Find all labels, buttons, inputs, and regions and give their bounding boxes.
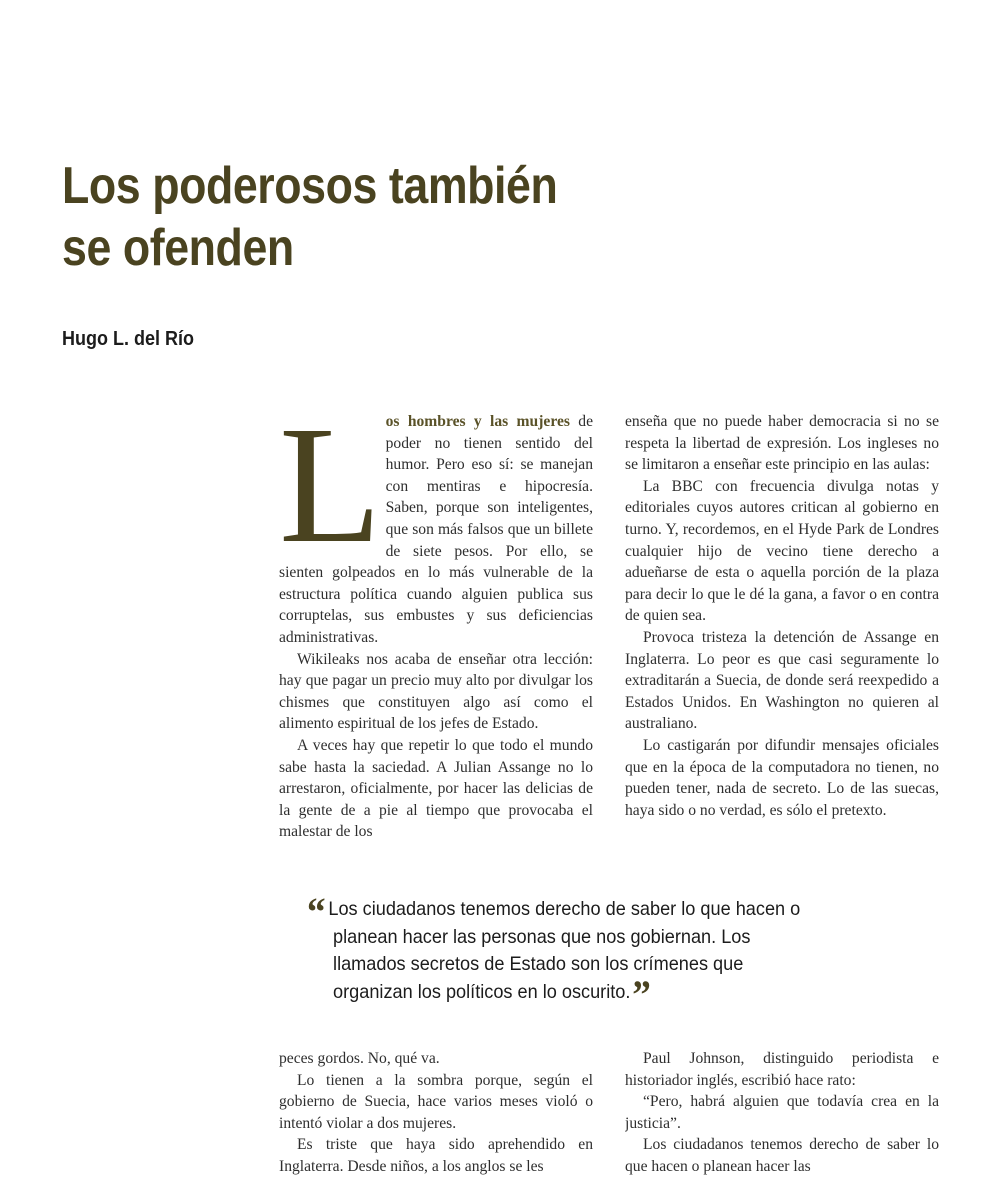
body-column-4 <box>625 1048 939 1190</box>
paragraph: Wikileaks nos acaba de enseñar otra lección: hay que pagar un precio muy alto por divulgar los chismes que constituyen algo así como el alimento espiritual de los jefes de Estado. <box>279 650 593 733</box>
paragraph: enseña que no puede haber democracia si no se respeta la libertad de expresión. Los ingleses no se limitaron a enseñar este principio en las aulas: <box>625 413 939 474</box>
body-column-2 <box>625 411 939 866</box>
paragraph: Paul Johnson, distinguido periodista e historiador inglés, escribió hace rato: <box>625 1050 939 1089</box>
body-column-3 <box>279 1048 593 1190</box>
pull-quote <box>307 889 828 1017</box>
paragraph-text: de poder no tienen sentido del humor. Pero eso sí: se manejan con mentiras e hipocresía. Saben, porque son inteligentes, que son más falsos que un billete de siete pesos. Por ello, se sienten golpeados en lo más vulnerable de la estructura política cuando alguien publica sus corruptelas, sus embustes y sus deficiencias administrativas. <box>279 413 593 646</box>
body-column-1 <box>279 411 593 866</box>
paragraph: peces gordos. No, qué va. <box>279 1050 440 1067</box>
article-title-line-1: Los poderosos también <box>62 157 558 215</box>
lead-in: os hombres y las mujeres <box>385 413 570 430</box>
article-title <box>62 155 557 279</box>
paragraph: Lo tienen a la sombra porque, según el gobierno de Suecia, hace varios meses violó o intentó violar a dos mujeres. <box>279 1071 593 1132</box>
drop-cap: L <box>279 411 382 578</box>
close-quote-mark: ” <box>632 971 651 1017</box>
paragraph: Provoca tristeza la detención de Assange en Inglaterra. Lo peor es que casi seguramente lo extraditarán a Suecia, de donde será reexpedido a Estados Unidos. En Washington no quieren al australiano. <box>625 628 939 733</box>
author-byline: Hugo L. del Río <box>62 328 194 350</box>
pull-quote-body <box>307 889 828 1017</box>
paragraph: “Pero, habrá alguien que todavía crea en la justicia”. <box>625 1093 939 1132</box>
paragraph: Es triste que haya sido aprehendido en Inglaterra. Desde niños, a los anglos se les <box>279 1136 593 1175</box>
open-quote-mark: “ <box>307 889 326 934</box>
paragraph: La BBC con frecuencia divulga notas y editoriales cuyos autores critican al gobierno en turno. Y, recordemos, en el Hyde Park de Londres cualquier hijo de vecino tiene derecho a adueñarse de esta o aquella porción de la plaza para decir lo que le dé la gana, a favor o en contra de quien sea. <box>625 477 939 625</box>
paragraph <box>279 411 593 649</box>
paragraph: Los ciudadanos tenemos derecho de saber lo que hacen o planean hacer las <box>625 1136 939 1175</box>
paragraph: A veces hay que repetir lo que todo el mundo sabe hasta la saciedad. A Julian Assange no lo arrestaron, oficialmente, por hacer las delicias de la gente de a pie al tiempo que provocaba el malestar de los <box>279 736 593 841</box>
article-title-line-2: se ofenden <box>62 219 294 277</box>
paragraph: Lo castigarán por difundir mensajes oficiales que en la época de la computadora no tienen, no pueden tener, nada de secreto. Lo de las suecas, haya sido o no verdad, es sólo el pretexto. <box>625 736 939 819</box>
pull-quote-text: Los ciudadanos tenemos derecho de saber lo que hacen o planean hacer las personas que nos gobiernan. Los llamados secretos de Estado son los crímenes que organizan los políticos en lo oscurito. <box>328 898 801 1003</box>
